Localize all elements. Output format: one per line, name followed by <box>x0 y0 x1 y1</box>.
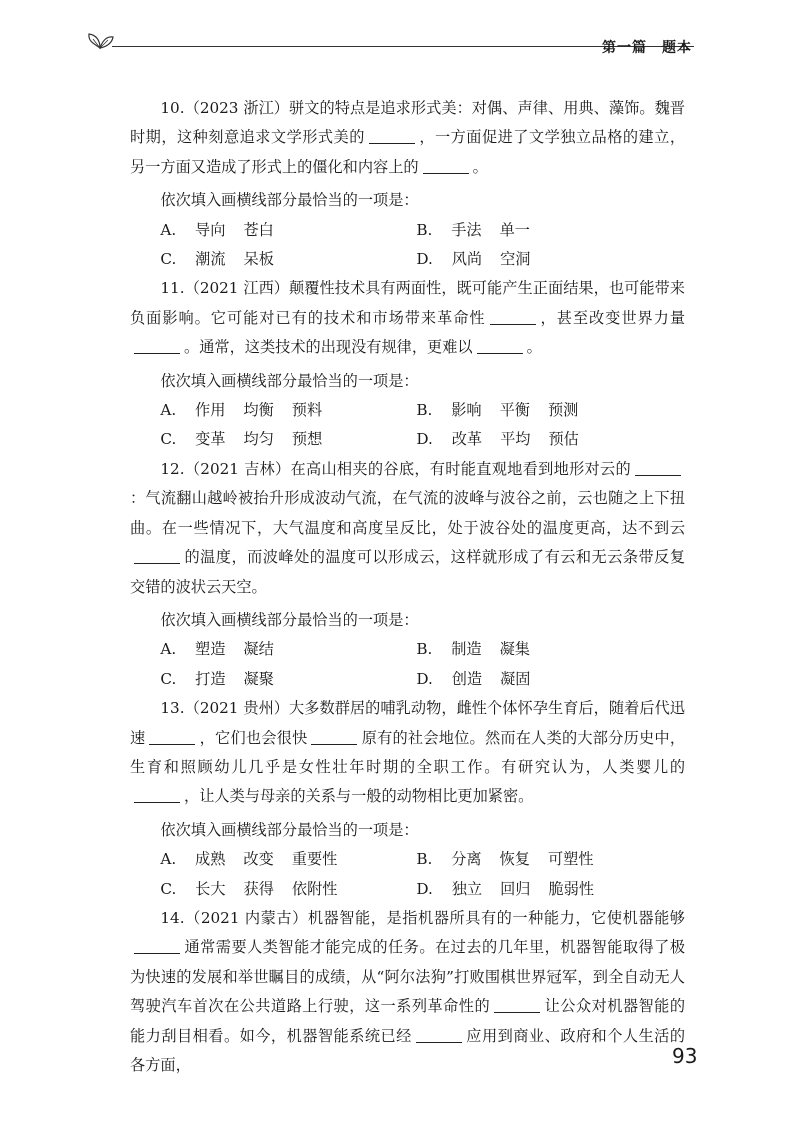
fill-in-blank <box>416 1028 462 1043</box>
option-list <box>130 635 685 694</box>
stem-text: 通常需要人类智能才能完成的任务。在过去的几年里，机器智能取得了极为快速的发展和举世瞩目的成绩，从“阿尔法狗”打败围棋世界冠军，到全自动无人驾驶汽车首次在公共道路上行驶，这一系列革命性的 <box>130 938 685 1016</box>
answer-option <box>386 875 685 904</box>
option-letter: D. <box>416 669 438 688</box>
stem-text: 12.（2021 吉林）在高山相夹的谷底，有时能直观地看到地形对云的 <box>160 459 631 478</box>
option-word: 改变 <box>243 850 274 869</box>
stem-text: 原有的社会地位。然而在人类的大部分历史中，生育和照顾幼儿几乎是女性壮年时期的全职工作。有研究认为，人类婴儿的 <box>130 728 685 776</box>
option-letter: C. <box>160 430 182 449</box>
option-word: 凝结 <box>243 640 274 659</box>
fill-in-blank <box>134 939 180 954</box>
answer-option <box>130 216 386 245</box>
answer-option <box>386 665 685 694</box>
option-word: 苍白 <box>243 220 274 239</box>
option-letter: B. <box>416 640 438 659</box>
question-stem <box>130 694 685 812</box>
option-word: 凝聚 <box>243 669 274 688</box>
option-letter: A. <box>160 401 182 420</box>
fill-in-blank <box>134 788 180 803</box>
answer-option <box>130 845 386 874</box>
option-word: 预测 <box>547 401 579 420</box>
question-block <box>130 694 685 904</box>
fill-in-blank <box>423 159 469 174</box>
option-letter: D. <box>416 250 438 269</box>
answer-option <box>130 396 386 425</box>
option-word: 依附性 <box>291 879 338 898</box>
option-word: 回归 <box>500 879 531 898</box>
stem-text: ，甚至改变世界力量 <box>539 308 686 327</box>
question-instruction: 依次填入画横线部分最恰当的一项是： <box>160 820 419 839</box>
question-stem <box>130 904 685 1080</box>
option-letter: B. <box>416 401 438 420</box>
option-word: 单一 <box>499 220 530 239</box>
answer-option <box>386 396 685 425</box>
stem-text: ：气流翻山越岭被抬升形成波动气流，在气流的波峰与波谷之前，云也随之上下扭曲。在一些情况下，大气温度和高度呈反比，处于波谷处的温度更高，达不到云 <box>130 489 685 537</box>
question-block <box>130 274 685 454</box>
answer-option <box>130 425 386 454</box>
answer-option <box>130 665 386 694</box>
stem-text: 。 <box>472 157 488 176</box>
stem-text: 11.（2021 江西）颠覆性技术具有两面性，既可能产生正面结果，也可能带来负面影响。它可能对已有的技术和市场带来革命性 <box>130 279 685 327</box>
option-word: 凝集 <box>499 640 530 659</box>
option-word: 预想 <box>291 430 323 449</box>
option-word: 分离 <box>451 850 482 869</box>
answer-option <box>386 845 685 874</box>
question-instruction: 依次填入画横线部分最恰当的一项是： <box>160 191 419 210</box>
stem-text: 。 <box>526 338 542 357</box>
question-stem <box>130 455 685 602</box>
stem-text: 10.（2023 浙江）骈文的特点是追求形式美：对偶、声律、用典、藻饰。魏晋时期，这种刻意追求文学形式美的 <box>130 99 685 147</box>
fill-in-blank <box>149 730 195 745</box>
option-word: 改革 <box>451 430 483 449</box>
fill-in-blank <box>311 730 357 745</box>
question-stem <box>130 94 685 182</box>
answer-option <box>130 875 386 904</box>
question-instruction: 依次填入画横线部分最恰当的一项是： <box>160 610 419 629</box>
option-word: 可塑性 <box>547 850 594 869</box>
option-letter: A. <box>160 640 182 659</box>
option-letter: B. <box>416 850 438 869</box>
option-word: 长大 <box>195 879 226 898</box>
option-letter: A. <box>160 220 182 239</box>
option-word: 凝固 <box>500 669 531 688</box>
section-title: 第一篇 题本 <box>602 40 692 56</box>
option-letter: B. <box>416 220 438 239</box>
option-word: 作用 <box>195 401 226 420</box>
option-word: 制造 <box>451 640 482 659</box>
option-word: 平均 <box>500 430 531 449</box>
option-word: 导向 <box>195 220 226 239</box>
answer-option <box>386 245 685 274</box>
option-word: 脆弱性 <box>548 879 594 898</box>
question-list <box>130 94 685 1080</box>
option-word: 成熟 <box>195 850 226 869</box>
page-number: 93 <box>672 1044 698 1068</box>
option-word: 风尚 <box>451 250 483 269</box>
option-word: 影响 <box>451 401 482 420</box>
option-word: 预估 <box>548 430 579 449</box>
question-block <box>130 455 685 694</box>
option-word: 创造 <box>451 669 483 688</box>
stem-text: 13.（2021 贵州）大多数群居的哺乳动物，雌性个体怀孕生育后，随着后代迅速 <box>130 699 685 747</box>
option-word: 重要性 <box>291 850 338 869</box>
question-block <box>130 904 685 1080</box>
question-stem <box>130 274 685 362</box>
question-instruction: 依次填入画横线部分最恰当的一项是： <box>160 371 419 390</box>
option-letter: C. <box>160 669 182 688</box>
answer-option <box>130 245 386 274</box>
stem-text: ，它们也会很快 <box>199 728 308 747</box>
question-block <box>130 94 685 274</box>
option-word: 变革 <box>195 430 226 449</box>
option-word: 呆板 <box>243 250 274 269</box>
option-letter: D. <box>416 879 438 898</box>
fill-in-blank <box>490 310 536 325</box>
fill-in-blank <box>635 461 681 476</box>
option-letter: C. <box>160 250 182 269</box>
option-word: 恢复 <box>499 850 530 869</box>
option-word: 均匀 <box>243 430 274 449</box>
option-list <box>130 845 685 904</box>
option-word: 平衡 <box>499 401 530 420</box>
answer-option <box>386 216 685 245</box>
stem-text: 的温度，而波峰处的温度可以形成云，这样就形成了有云和无云条带反复交错的波状云天空。 <box>130 548 685 596</box>
option-word: 潮流 <box>195 250 226 269</box>
fill-in-blank <box>494 998 540 1013</box>
leaf-ornament-icon <box>86 28 114 50</box>
stem-text: 。通常，这类技术的出现没有规律，更难以 <box>184 338 473 357</box>
option-word: 获得 <box>243 879 274 898</box>
option-word: 空洞 <box>500 250 531 269</box>
option-word: 预料 <box>291 401 323 420</box>
answer-option <box>386 635 685 664</box>
option-letter: A. <box>160 850 182 869</box>
option-word: 塑造 <box>195 640 226 659</box>
answer-option <box>130 635 386 664</box>
option-list <box>130 216 685 275</box>
stem-text: 让公众对机器智能的能力刮目相看。如今，机器智能系统已经 <box>130 997 685 1045</box>
fill-in-blank <box>369 129 415 144</box>
option-word: 独立 <box>451 879 483 898</box>
option-word: 打造 <box>195 669 226 688</box>
option-word: 手法 <box>451 220 482 239</box>
fill-in-blank <box>134 339 180 354</box>
stem-text: ，让人类与母亲的关系与一般的动物相比更加紧密。 <box>184 787 534 806</box>
stem-text: 14.（2021 内蒙古）机器智能，是指机器所具有的一种能力，它使机器能够 <box>160 908 685 927</box>
answer-option <box>386 425 685 454</box>
fill-in-blank <box>134 549 180 564</box>
stem-text: ，一方面促进了文学独立品格的建立，另一方面又造成了形式上的僵化和内容上的 <box>130 128 685 176</box>
fill-in-blank <box>477 339 523 354</box>
option-letter: D. <box>416 430 438 449</box>
option-letter: C. <box>160 879 182 898</box>
option-word: 均衡 <box>243 401 274 420</box>
option-list <box>130 396 685 455</box>
stem-text: 应用到商业、政府和个人生活的各方面， <box>130 1026 685 1074</box>
